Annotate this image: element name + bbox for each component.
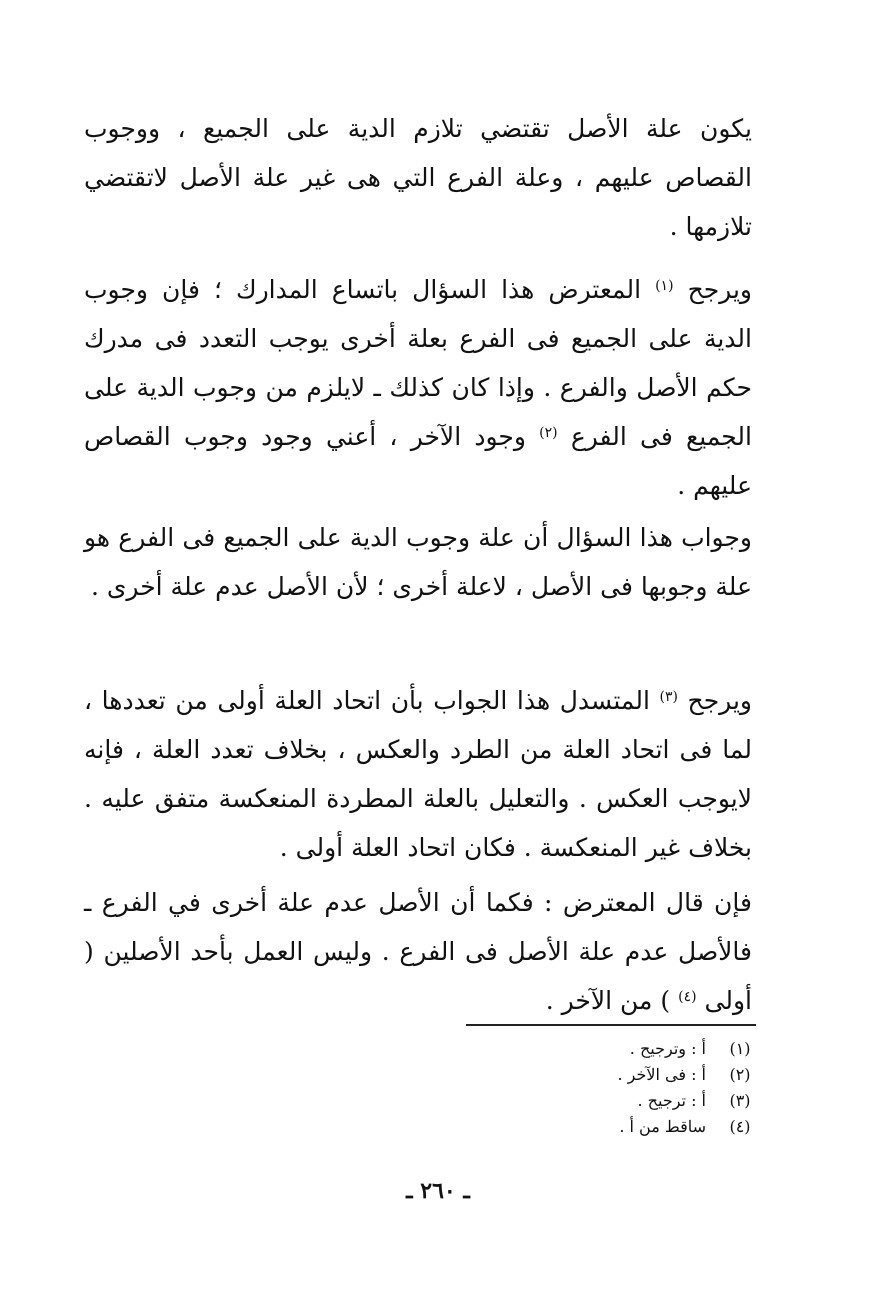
footnote <box>466 1114 756 1140</box>
footnote <box>466 1062 756 1088</box>
footnote-ref: (١) <box>655 278 674 294</box>
paragraph-text: يكون علة الأصل تقتضي تلازم الدية على الجميع ، ووجوب القصاص عليهم ، وعلة الفرع التي هى غير علة الأصل لاتقتضي تلازمها . <box>84 114 752 241</box>
footnote-text: أ : ترجيح . <box>637 1091 706 1110</box>
footnote-number: (١) <box>729 1039 751 1058</box>
footnote-ref: (٢) <box>539 425 558 441</box>
footnote-number: (٢) <box>729 1065 751 1084</box>
paragraph-text: ويرجح <box>673 275 752 304</box>
footnote-number: (٣) <box>729 1091 751 1110</box>
footnote-ref: (٣) <box>659 689 678 705</box>
footnote-text: أ : وترجيح . <box>629 1039 706 1058</box>
paragraph <box>84 265 752 510</box>
paragraph-text: المتسدل هذا الجواب بأن اتحاد العلة أولى من تعددها ، لما فى اتحاد العلة من الطرد والعكس ، بخلاف تعدد العلة ، فإنه لايوجب العكس . والتعليل بالعلة المطردة المنعكسة متفق عليه . بخلاف غير المنعكسة . فكان اتحاد العلة أولى . <box>84 686 752 862</box>
paragraph-text: وجواب هذا السؤال أن علة وجوب الدية على الجميع فى الفرع هو علة وجوبها فى الأصل ، لاعلة أخرى ؛ لأن الأصل عدم علة أخرى . <box>84 523 752 601</box>
footnote <box>466 1088 756 1114</box>
paragraph-text: ويرجح <box>677 686 752 715</box>
paragraph <box>84 676 752 872</box>
footnote <box>466 1036 756 1062</box>
footnotes <box>466 1036 756 1140</box>
paragraph-text: المعترض هذا السؤال باتساع المدارك ؛ فإن وجوب الدية على الجميع فى الفرع بعلة أخرى يوجب التعدد فى مدرك حكم الأصل والفرع . وإذا كان كذلك ـ لايلزم من وجوب الدية على الجميع فى الفرع <box>84 275 752 451</box>
paragraph-text: فإن قال المعترض : فكما أن الأصل عدم علة أخرى في الفرع ـ فالأصل عدم علة الأصل فى الفرع . وليس العمل بأحد الأصلين ( أولى <box>84 888 752 1015</box>
footnote-ref: (٤) <box>678 989 697 1005</box>
paragraph-text: ) من الآخر . <box>545 986 679 1015</box>
paragraph <box>84 878 752 1025</box>
footnote-text: ساقط من أ . <box>619 1117 706 1136</box>
footnote-divider <box>466 1024 756 1026</box>
paragraph <box>84 513 752 611</box>
footnote-number: (٤) <box>729 1117 751 1136</box>
footnote-text: أ : فى الآخر . <box>617 1065 706 1084</box>
paragraph-text: وجود الآخر ، أعني وجود وجوب القصاص عليهم . <box>84 422 752 500</box>
page-number: ـ ٢٦٠ ـ <box>406 1178 470 1204</box>
paragraph <box>84 104 752 251</box>
